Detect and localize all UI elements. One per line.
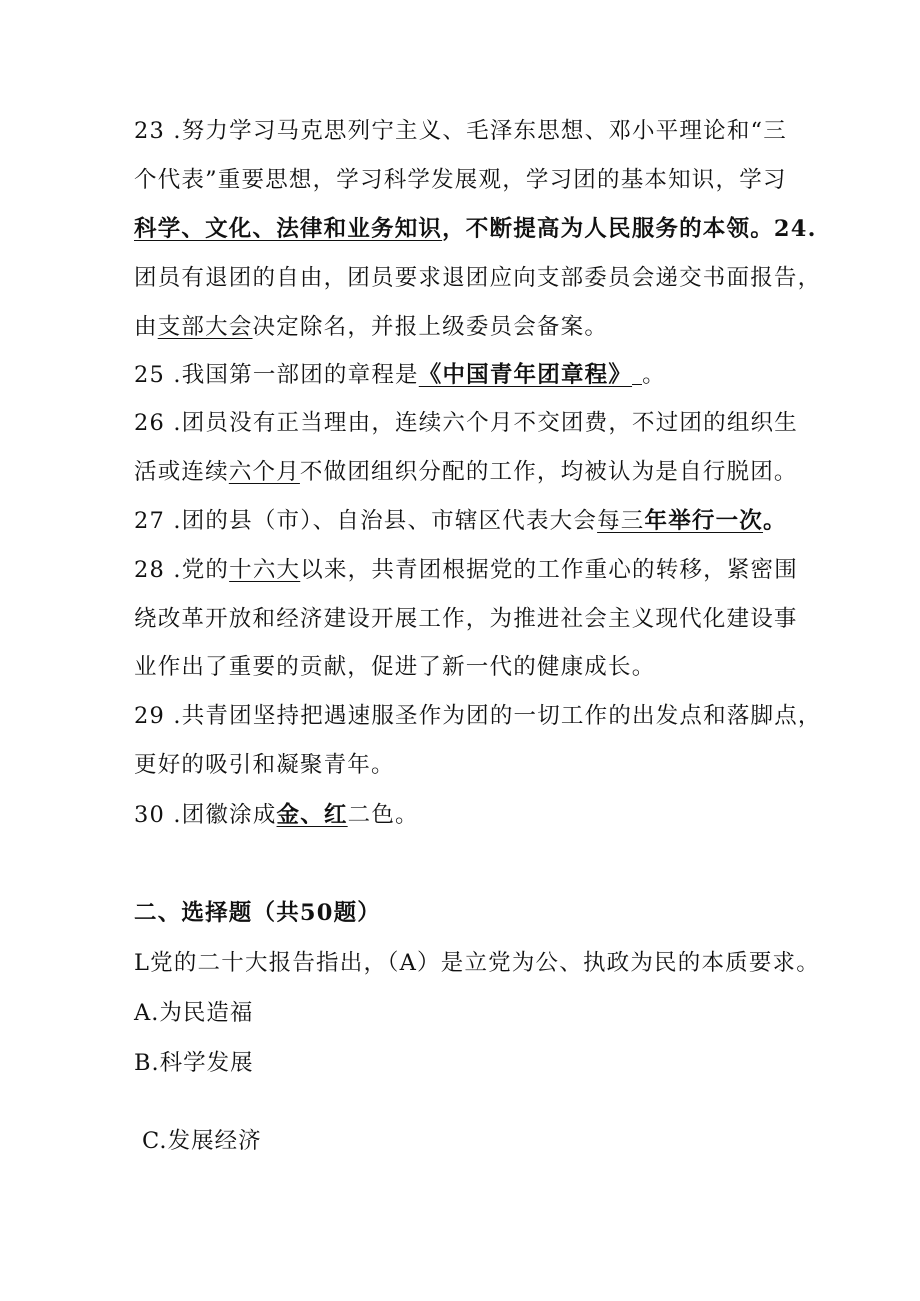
q28-text-post: 以来，共青团根据党的工作重心的转移，紧密围: [300, 557, 798, 583]
q30-answer: 金、红: [276, 802, 348, 828]
q29-line-1: [134, 701, 822, 731]
q24-line-2: [134, 312, 814, 342]
q23-text-3: ，不断提高为人民服务的本领。24.: [442, 216, 817, 242]
q26-answer: 六个月: [228, 459, 300, 485]
section-heading-text: 二、选择题（共50题）: [134, 900, 382, 926]
mc-question-1-text: L党的二十大报告指出，（A）是立党为公、执政为民的本质要求。: [134, 950, 820, 976]
q24-text-post: 决定除名，并报上级委员会备案。: [252, 314, 609, 340]
q29-line-2: [134, 750, 814, 780]
q28-text-3: 业作出了重要的贡献，促进了新一代的健康成长。: [134, 654, 656, 680]
mc-option-a-text: A.为民造福: [134, 1000, 254, 1026]
q29-text-1: 29 .共青团坚持把遇速服圣作为团的一切工作的出发点和落脚点，: [134, 703, 822, 729]
q28-line-3: [134, 652, 814, 682]
q24-line-1: [134, 263, 822, 293]
q25-answer: 《中国青年团章程》: [418, 362, 633, 388]
mc-option-a: [134, 998, 814, 1028]
q25-line: [134, 360, 814, 390]
q25-text-pre: 25 .我国第一部团的章程是: [134, 362, 419, 388]
q30-text-pre: 30 .团徽涂成: [134, 802, 277, 828]
mc-option-c: [142, 1126, 822, 1156]
q28-line-1: [134, 555, 814, 585]
q30-line: [134, 800, 814, 830]
q30-text-post: 二色。: [347, 802, 419, 828]
q28-line-2: [134, 604, 814, 634]
q24-text-1: 团员有退团的自由，团员要求退团应向支部委员会递交书面报告，: [134, 265, 822, 291]
q27-answer-b: 年举行一次: [644, 508, 764, 534]
q27-text-pre: 27 .团的县（市）、自治县、市辖区代表大会: [134, 508, 598, 534]
q27-text-post: 。: [763, 508, 787, 534]
q23-text-1: 23 .努力学习马克思列宁主义、毛泽东思想、邓小平理论和“三: [134, 118, 787, 144]
q28-text-pre: 28 .党的: [134, 557, 230, 583]
q27-line: [134, 506, 814, 536]
q26-line-2: [134, 457, 814, 487]
mc-option-b-text: B.科学发展: [134, 1050, 254, 1076]
q28-text-2: 绕改革开放和经济建设开展工作，为推进社会主义现代化建设事: [134, 606, 798, 632]
mc-option-b: [134, 1048, 814, 1078]
q26-text-post: 不做团组织分配的工作，均被认为是自行脱团。: [299, 459, 798, 485]
q23-line-3: [134, 214, 817, 244]
q28-answer: 十六大: [229, 557, 301, 583]
mc-option-c-text: C.发展经济: [142, 1128, 262, 1154]
q25-text-post: 。: [642, 362, 666, 388]
q23-text-2: 个代表”重要思想，学习科学发展观，学习团的基本知识，学习: [134, 167, 787, 193]
q29-text-2: 更好的吸引和凝聚青年。: [134, 752, 395, 778]
q26-text-1: 26 .团员没有正当理由，连续六个月不交团费，不过团的组织生: [134, 410, 798, 436]
mc-question-1: [134, 948, 820, 978]
q24-answer: 支部大会: [157, 314, 253, 340]
q27-answer-a: 每三: [597, 508, 645, 534]
q23-line-2: [134, 165, 814, 195]
q24-text-pre: 由: [134, 314, 158, 340]
q26-text-pre: 活或连续: [134, 459, 229, 485]
section-heading: [134, 898, 814, 928]
q23-line-1: [134, 116, 814, 146]
q26-line-1: [134, 408, 814, 438]
q23-answer: 科学、文化、法律和业务知识: [134, 216, 443, 242]
q25-blank: [632, 362, 642, 385]
